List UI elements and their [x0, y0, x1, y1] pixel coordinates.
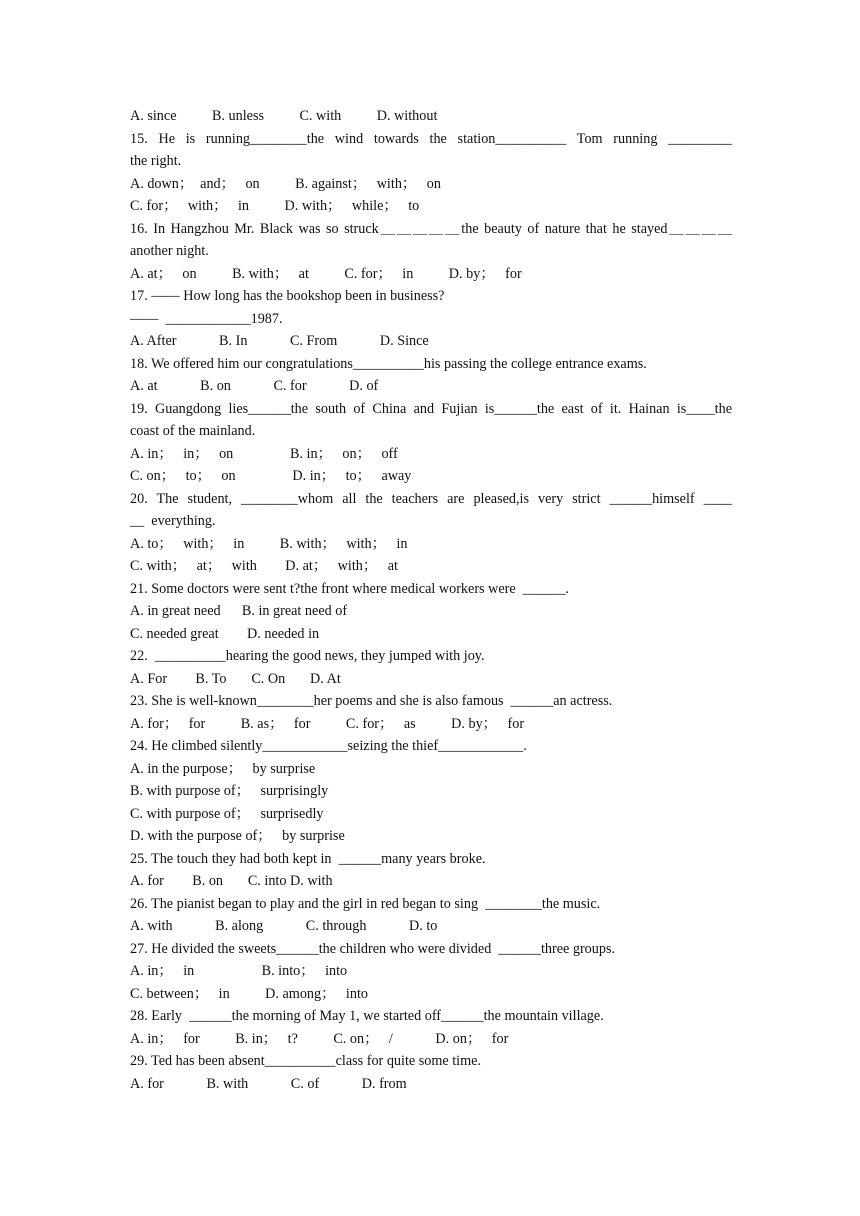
answer-options-line: A. in the purpose； by surprise	[130, 760, 316, 777]
answer-options-line: A. for B. on C. into D. with	[130, 873, 333, 889]
question-text-line: 24. He climbed silently____________seizing the thief____________.	[130, 738, 527, 754]
answer-options-line: A. with B. along C. through D. to	[130, 918, 438, 934]
question-text-line: 29. Ted has been absent__________class for quite some time.	[130, 1053, 481, 1069]
answer-options-line: A. since B. unless C. with D. without	[130, 108, 438, 124]
question-text-line: 17. —— How long has the bookshop been in business?	[130, 288, 445, 304]
answer-options-line: A. at B. on C. for D. of	[130, 378, 379, 394]
answer-options-line: A. in great need B. in great need of	[130, 603, 348, 619]
answer-options-line: C. on； to； on D. in； to； away	[130, 468, 412, 484]
answer-options-line: A. at； on B. with； at C. for； in D. by； for	[130, 265, 522, 282]
question-text-line: __ everything.	[130, 513, 216, 529]
answer-options-line: A. After B. In C. From D. Since	[130, 333, 429, 349]
answer-options-line: A. For B. To C. On D. At	[130, 670, 341, 687]
answer-options-line: A. in； in； on B. in； on； off	[130, 445, 398, 462]
answer-options-line: A. in； for B. in； t? C. on； / D. on； for	[130, 1030, 509, 1047]
answer-options-line: D. with the purpose of； by surprise	[130, 828, 345, 844]
answer-options-line: B. with purpose of； surprisingly	[130, 783, 329, 799]
question-text-line: —— ____________1987.	[130, 310, 283, 327]
answer-options-line: C. with； at； with D. at； with； at	[130, 558, 398, 574]
question-text-line: 28. Early ______the morning of May 1, we started off______the mountain village.	[130, 1008, 604, 1024]
question-text-line: 19. Guangdong lies______the south of China and Fujian is______the east of it. Hainan is____the	[130, 400, 732, 417]
answer-options-line: A. for； for B. as； for C. for； as D. by； for	[130, 715, 525, 732]
question-text-line: another night.	[130, 243, 209, 259]
answer-options-line: C. for； with； in D. with； while； to	[130, 198, 420, 214]
question-text-line: 26. The pianist began to play and the girl in red began to sing ________the music.	[130, 895, 601, 912]
question-text-line: 23. She is well-known________her poems and she is also famous ______an actress.	[130, 693, 613, 709]
question-list	[130, 105, 732, 1095]
question-text-line: 21. Some doctors were sent t?the front where medical workers were ______.	[130, 580, 569, 597]
question-text-line: 27. He divided the sweets______the children who were divided ______three groups.	[130, 940, 616, 957]
answer-options-line: A. to； with； in B. with； with； in	[130, 535, 408, 552]
answer-options-line: C. needed great D. needed in	[130, 625, 320, 642]
question-text-line: 16. In Hangzhou Mr. Black was so struck＿＿＿＿＿the beauty of nature that he stayed＿＿＿＿	[130, 220, 732, 237]
question-text-line: the right.	[130, 153, 182, 169]
answer-options-line: C. with purpose of； surprisedly	[130, 805, 324, 822]
question-text-line: 15. He is running________the wind towards the station__________ Tom running _________	[130, 130, 732, 147]
question-text-line: 20. The student, ________whom all the teachers are pleased,is very strict ______himself ____	[130, 490, 732, 507]
answer-options-line: C. between； in D. among； into	[130, 985, 369, 1002]
question-text-line: 22. __________hearing the good news, they jumped with joy.	[130, 648, 485, 664]
answer-options-line: A. in； in B. into； into	[130, 963, 348, 979]
answer-options-line: A. for B. with C. of D. from	[130, 1075, 407, 1092]
question-text-line: coast of the mainland.	[130, 423, 256, 439]
question-text-line: 18. We offered him our congratulations__________his passing the college entrance exams.	[130, 355, 647, 372]
answer-options-line: A. down； and； on B. against； with； on	[130, 175, 441, 192]
question-text-line: 25. The touch they had both kept in ______many years broke.	[130, 850, 486, 867]
